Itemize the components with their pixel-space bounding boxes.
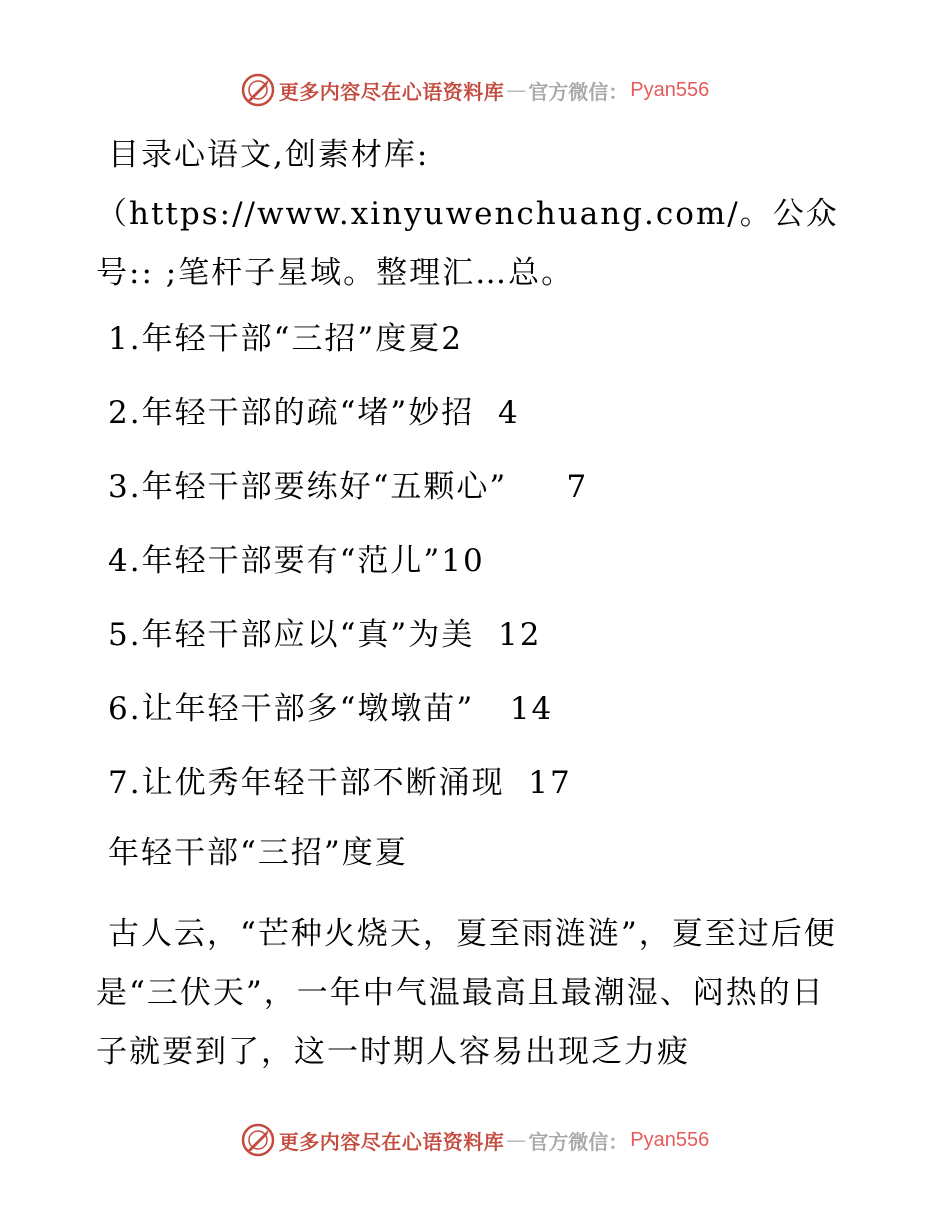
- banner-title: 更多内容尽在心语资料库: [278, 79, 505, 104]
- toc-item: 3.年轻干部要练好“五颗心” 7: [108, 469, 589, 505]
- document-body: [96, 126, 856, 1082]
- header-banner: [0, 70, 950, 110]
- toc-item: 6.让年轻干部多“墩墩苗” 14: [108, 691, 554, 727]
- pen-logo-icon: [241, 1123, 275, 1157]
- section-title: 年轻干部“三招”度夏: [108, 835, 408, 871]
- banner-wechat-id: Pyan556: [630, 78, 710, 101]
- banner-title: 更多内容尽在心语资料库: [278, 1129, 505, 1154]
- pen-logo-icon: [241, 73, 275, 107]
- toc-item: 5.年轻干部应以“真”为美 12: [108, 617, 542, 653]
- footer-banner: [0, 1120, 950, 1160]
- toc-item: 4.年轻干部要有“范儿”10: [108, 543, 485, 579]
- intro-text: 目录心语文,创素材库: （https://www.xinyuwenchuang.com/。公众号:: ;笔杆子星域。整理汇…总。: [96, 137, 839, 291]
- body-paragraph: 古人云，“芒种火烧天，夏至雨涟涟”，夏至过后便是“三伏天”，一年中气温最高且最潮湿、闷热的日子就要到了，这一时期人容易出现乏力疲: [96, 916, 837, 1070]
- table-of-contents: [96, 317, 856, 835]
- toc-item: 7.让优秀年轻干部不断涌现 17: [108, 765, 572, 801]
- banner-wechat-id: Pyan556: [630, 1128, 710, 1151]
- banner-dash: —: [506, 78, 527, 102]
- toc-item: 1.年轻干部“三招”度夏2: [108, 321, 463, 357]
- banner-label: 官方微信：: [528, 79, 629, 104]
- banner-label: 官方微信：: [528, 1129, 629, 1154]
- toc-item: 2.年轻干部的疏“堵”妙招 4: [108, 395, 520, 431]
- banner-dash: —: [506, 1128, 527, 1152]
